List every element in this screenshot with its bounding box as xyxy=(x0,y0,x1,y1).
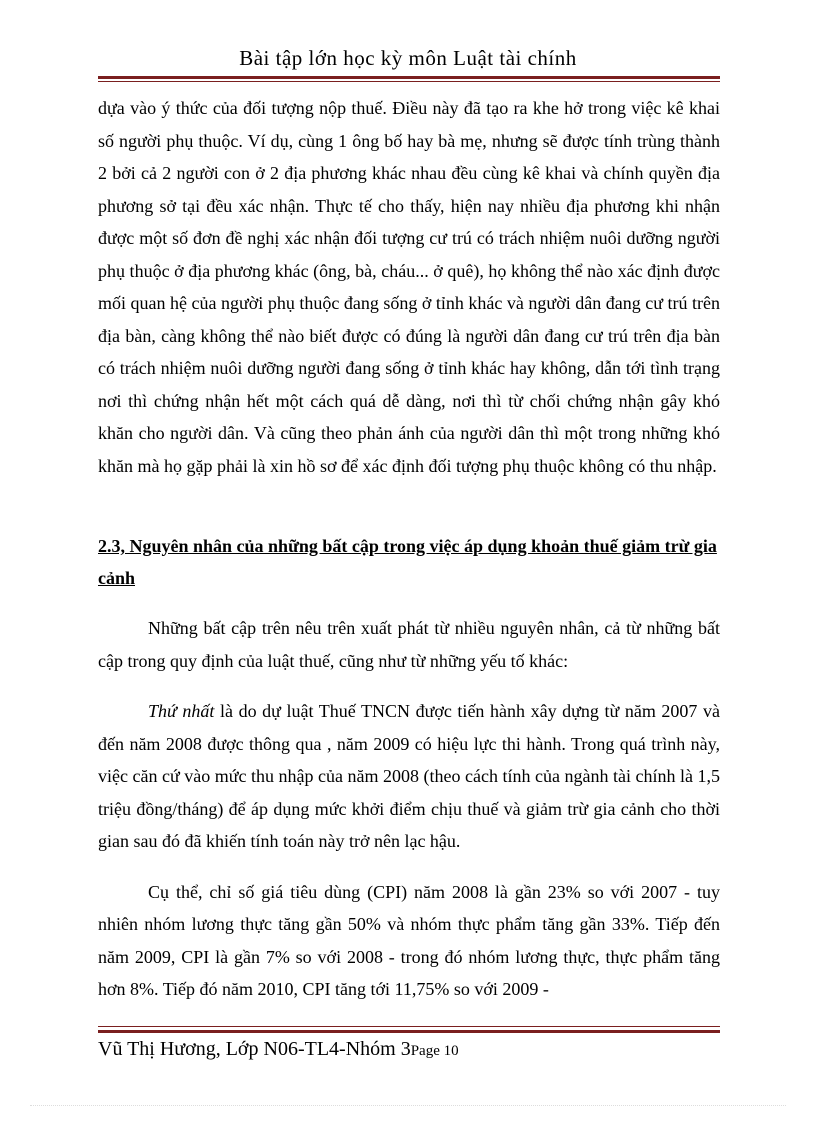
footer-rule-thin xyxy=(98,1026,720,1027)
paragraph-3-text: là do dự luật Thuế TNCN được tiến hành xây dựng từ năm 2007 và đến năm 2008 được thông qua , năm 2009 có hiệu lực thi hành. Trong quá trình này, việc căn cứ vào mức thu nhập của năm 2008 (theo cách tính của ngành tài chính là 1,5 triệu đồng/tháng) để áp dụng mức khởi điểm chịu thuế và giảm trừ gia cảnh cho thời gian sau đó đã khiến tính toán này trở nên lạc hậu. xyxy=(98,701,720,851)
footer xyxy=(98,1038,459,1061)
paragraph-3-lead: Thứ nhất xyxy=(148,701,215,721)
paragraph-2: Những bất cập trên nêu trên xuất phát từ nhiều nguyên nhân, cả từ những bất cập trong quy định của luật thuế, cũng như từ những yếu tố khác: xyxy=(98,618,720,671)
paragraph-1: dựa vào ý thức của đối tượng nộp thuế. Điều này đã tạo ra khe hở trong việc kê khai số người phụ thuộc. Ví dụ, cùng 1 ông bố hay bà mẹ, nhưng sẽ được tính trùng thành 2 bởi cả 2 người con ở 2 địa phương khác nhau đều cùng kê khai và chính quyền địa phương sở tại đều xác nhận. Thực tế cho thấy, hiện nay nhiều địa phương khi nhận được một số đơn đề nghị xác nhận đối tượng cư trú có trách nhiệm nuôi dưỡng người phụ thuộc ở địa phương khác (ông, bà, cháu... ở quê), họ không thể nào xác định được mối quan hệ của người phụ thuộc đang sống ở tỉnh khác và người dân đang cư trú trên địa bàn, càng không thể nào biết được có đúng là người dân đang cư trú trên địa bàn có trách nhiệm nuôi dưỡng người đang sống ở tỉnh khác hay không, dẫn tới tình trạng nơi thì chứng nhận hết một cách quá dễ dàng, nơi thì từ chối chứng nhận gây khó khăn cho người dân. Và cũng theo phản ánh của người dân thì một trong những khó khăn mà họ gặp phải là xin hồ sơ để xác định đối tượng phụ thuộc không có thu nhập. xyxy=(98,98,720,476)
section-heading-2-3: 2.3, Nguyên nhân của những bất cập trong việc áp dụng khoản thuế giảm trừ gia cảnh xyxy=(98,536,717,588)
paragraph-3 xyxy=(98,695,720,858)
footer-page-number: Page 10 xyxy=(410,1043,459,1059)
page-header-title: Bài tập lớn học kỳ môn Luật tài chính xyxy=(239,46,577,70)
body-section xyxy=(98,612,720,1006)
paragraph-continuation xyxy=(98,92,720,482)
footer-author: Vũ Thị Hương, Lớp N06-TL4-Nhóm 3 xyxy=(98,1038,411,1060)
paragraph-4: Cụ thể, chỉ số giá tiêu dùng (CPI) năm 2008 là gần 23% so với 2007 - tuy nhiên nhóm lương thực tăng gần 50% và nhóm thực phẩm tăng gần 33%. Tiếp đến năm 2009, CPI là gần 7% so với 2008 - trong đó nhóm lương thực, thực phẩm tăng hơn 8%. Tiếp đó năm 2010, CPI tăng tới 11,75% so với 2009 - xyxy=(98,881,720,999)
page-bottom-dotted-line xyxy=(30,1105,786,1106)
footer-rule-thick xyxy=(98,1030,720,1033)
header-rule-thick xyxy=(98,76,720,79)
header-rule-thin xyxy=(98,81,720,82)
